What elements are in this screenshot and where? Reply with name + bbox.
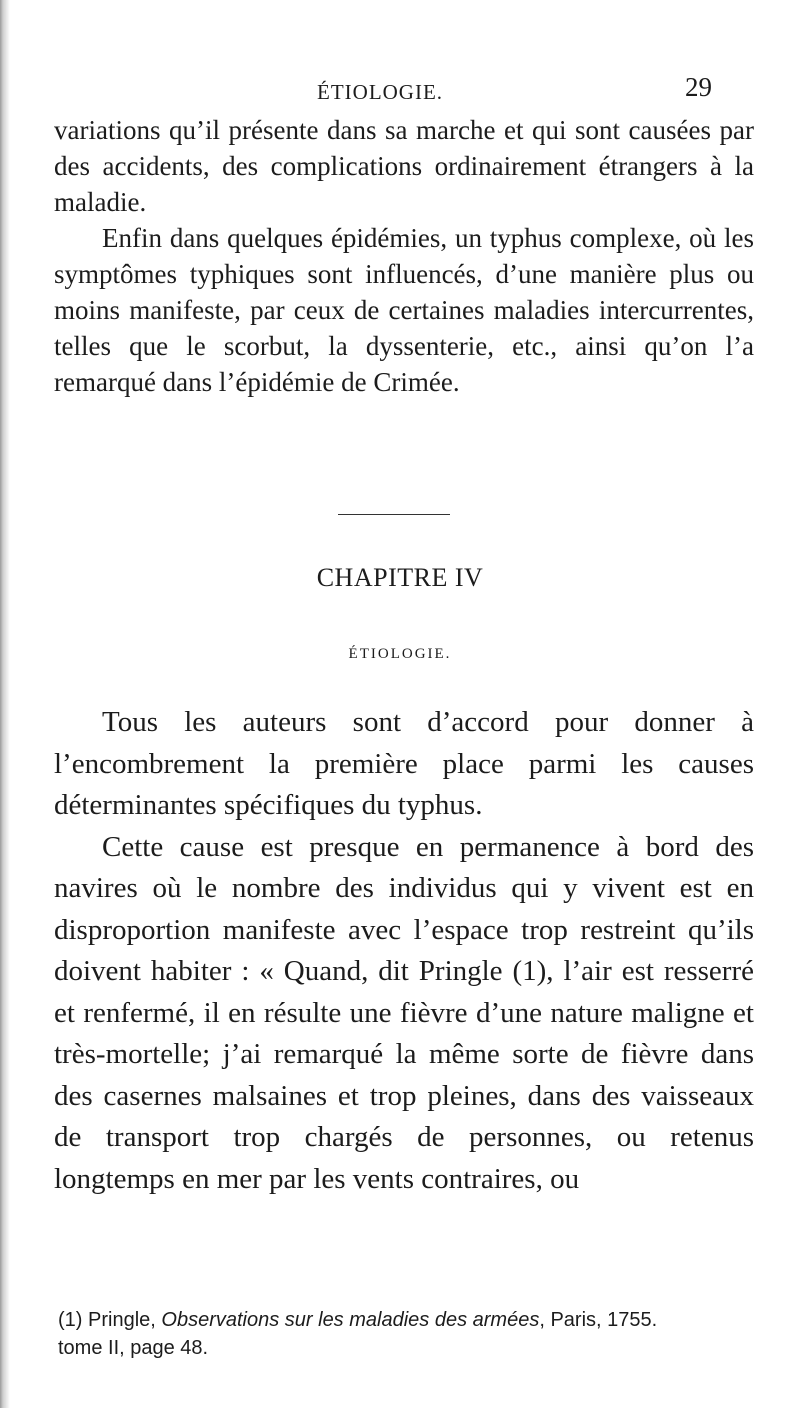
page-number: 29	[685, 72, 712, 102]
footnote-author: Pringle,	[88, 1309, 156, 1331]
footnote-title: Observations sur les maladies des armées	[161, 1309, 540, 1331]
footnote-location: , Paris, 1755.	[539, 1309, 658, 1331]
paragraph-encombrement: Tous les auteurs sont d’accord pour donner à l’encombrement la première place parmi les causes déterminantes spécifiques du typhus.	[54, 706, 754, 821]
paragraph-continuation: variations qu’il présente dans sa marche et qui sont causées par des accidents, des complications ordinairement étrangers à la maladie.	[54, 115, 754, 217]
footnote-line-2: tome II, page 48.	[58, 1337, 209, 1359]
footnote-line-1	[58, 1306, 758, 1334]
footnote-marker: (1)	[58, 1309, 83, 1331]
main-text-block	[54, 702, 754, 1200]
page-gutter-edge	[0, 0, 10, 1408]
footnote	[58, 1306, 758, 1362]
running-header: ÉTIOLOGIE.	[317, 80, 444, 104]
section-title: ÉTIOLOGIE.	[348, 646, 452, 662]
chapter-title: CHAPITRE IV	[316, 563, 484, 592]
paragraph-typhus-complexe: Enfin dans quelques épidémies, un typhus complexe, où les symptômes typhiques sont influencés, d’une manière plus ou moins manifeste, par ceux de certaines maladies intercurrentes, telles que le scorbut, la dyssenterie, etc., ainsi qu’on l’a remarqué dans l’épidémie de Crimée.	[54, 223, 754, 397]
top-text-block	[54, 112, 754, 400]
section-divider	[338, 514, 450, 515]
paragraph-pringle-quote: Cette cause est presque en permanence à bord des navires où le nombre des individus qui y vivent est en disproportion manifeste avec l’espace trop restreint qu’ils doivent habiter : « Quand, dit Pringle (1), l’air est resserré et renfermé, il en résulte une fièvre d’une nature maligne et très-mortelle; j’ai remarqué la même sorte de fièvre dans des casernes malsaines et trop pleines, dans des vaisseaux de transport trop chargés de personnes, ou retenus longtemps en mer par les vents contraires, ou	[54, 830, 754, 1195]
